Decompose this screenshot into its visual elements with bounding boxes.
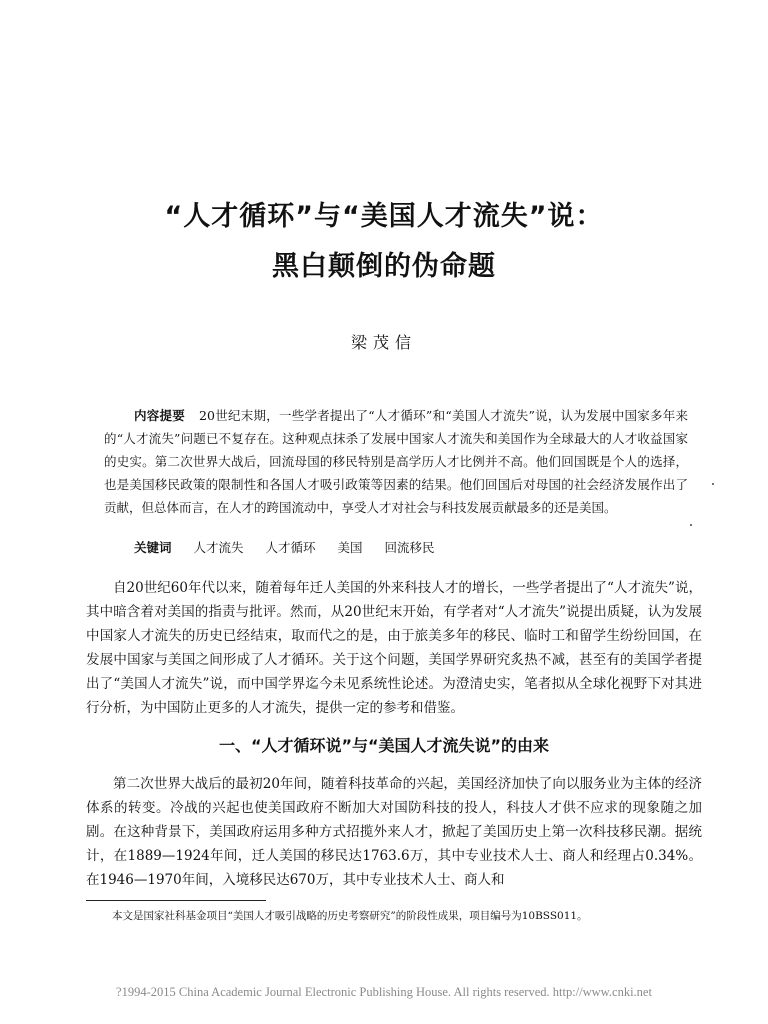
section-heading: 一、“人才循环说”与“美国人才流失说”的由来 [218, 736, 550, 755]
scan-speck [690, 524, 692, 526]
keyword-item: 人才循环 [265, 540, 316, 555]
keyword-item: 回流移民 [384, 540, 435, 555]
article-title-line-2: 黑白颠倒的伪命题 [272, 251, 496, 282]
section-paragraph: 第二次世界大战后的最初20年间，随着科技革命的兴起，美国经济加快了向以服务业为主体的经济体系的转变。冷战的兴起也使美国政府不断加大对国防科技的投人，科技人才供不应求的现象随之加剧。在这种背景下，美国政府运用多种方式招揽外来人才，掀起了美国历史上第一次科技移民潮。据统计，在1889—1924年间，迁人美国的移民达1763.6万，其中专业技术人士、商人和经理占0.34%。在1946—1970年间，入境移民达670万，其中专业技术人士、商人和 [86, 776, 702, 888]
footnote: 本文是国家社科基金项目“美国人才吸引战略的历史考察研究”的阶段性成果，项目编号为10BSS011。 [112, 910, 588, 922]
footnote-divider [86, 900, 266, 901]
abstract-text: 20世纪末期，一些学者提出了“人才循环”和“美国人才流失”说，认为发展中国家多年来的“人才流失”问题已不复存在。这种观点抹杀了发展中国家人才流失和美国作为全球最大的人才收益国家的史实。第二次世界大战后，回流母国的移民特别是高学历人才比例并不高。他们回国既是个人的选择，也是美国移民政策的限制性和各国人才吸引政策等因素的结果。他们回国后对母国的社会经济发展作出了贡献，但总体而言，在人才的跨国流动中，享受人才对社会与科技发展贡献最多的还是美国。 [104, 408, 688, 515]
intro-paragraph: 自20世纪60年代以来，随着每年迁人美国的外来科技人才的增长，一些学者提出了“人才流失”说，其中暗含着对美国的指责与批评。然而，从20世纪末开始，有学者对“人才流失”说提出质疑，认为发展中国家人才流失的历史已经结束，取而代之的是，由于旅美多年的移民、临时工和留学生纷纷回国，在发展中国家与美国之间形成了人才循环。关于这个问题，美国学界研究炙热不减，甚至有的美国学者提出了“美国人才流失”说，而中国学界迄今未见系统性论述。为澄清史实，笔者拟从全球化视野下对其进行分析，为中国防止更多的人才流失，提供一定的参考和借鉴。 [86, 580, 702, 716]
keywords-block [134, 538, 453, 558]
keywords-label: 关键词 [134, 540, 172, 555]
author-name: 梁茂信 [350, 333, 417, 352]
abstract-block [104, 404, 688, 519]
abstract-label: 内容提要 [134, 408, 186, 423]
scan-speck [712, 483, 714, 485]
keyword-item: 美国 [337, 540, 363, 555]
article-title-line-1: “人才循环”与“美国人才流失”说： [164, 201, 604, 232]
copyright-watermark: ?1994-2015 China Academic Journal Electronic Publishing House. All rights reserved. http://www.cnki.net [116, 985, 652, 999]
keyword-item: 人才流失 [193, 540, 244, 555]
